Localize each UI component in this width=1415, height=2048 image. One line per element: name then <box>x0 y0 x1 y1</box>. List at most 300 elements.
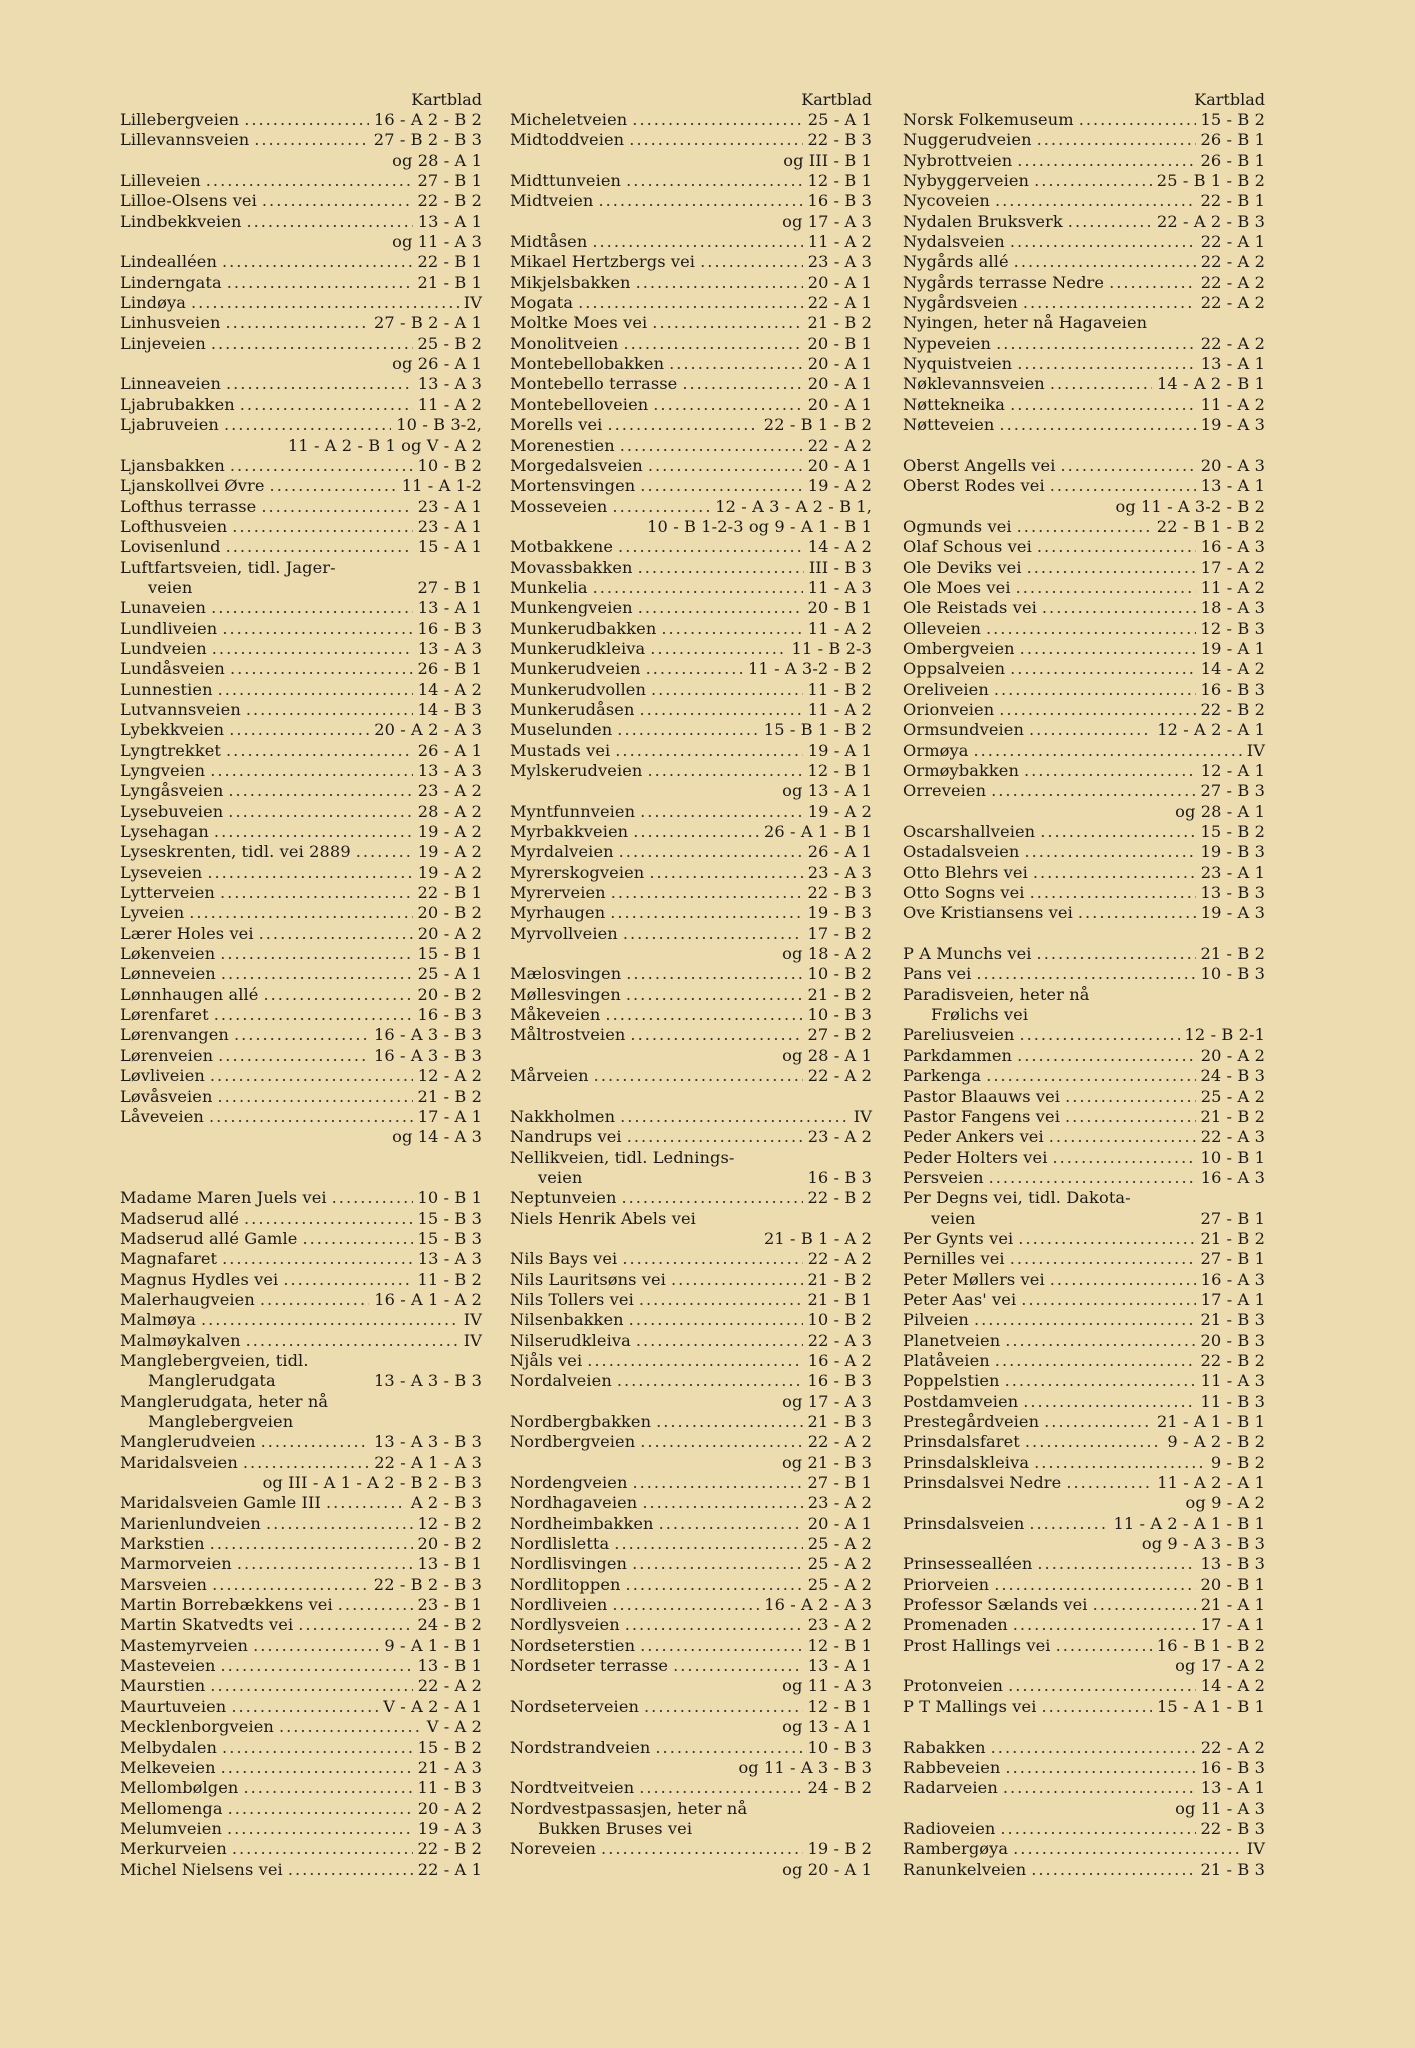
map-reference: 14 - A 2 <box>1200 1676 1265 1696</box>
dot-leader <box>601 1839 802 1859</box>
street-name: Pastor Blaauws vei <box>903 1086 1061 1106</box>
dot-leader <box>261 1432 369 1452</box>
index-entry <box>510 1717 872 1737</box>
index-entry <box>510 822 872 842</box>
map-reference: 19 - A 3 <box>417 1818 482 1838</box>
map-reference: 13 - A 1 <box>417 211 482 231</box>
index-entry <box>903 293 1265 313</box>
index-entry <box>120 1290 482 1310</box>
map-reference: 9 - A 1 - B 1 <box>384 1635 482 1655</box>
dot-leader <box>655 1738 802 1758</box>
index-entry <box>903 842 1265 862</box>
map-reference: 14 - A 2 <box>1200 659 1265 679</box>
index-entry <box>903 1676 1265 1696</box>
map-reference: 17 - A 1 <box>1200 1615 1265 1635</box>
dot-leader <box>270 476 397 496</box>
street-name: Peder Holters vei <box>903 1147 1048 1167</box>
map-reference: 21 - B 3 <box>1200 1859 1265 1879</box>
street-name: Lærer Holes vei <box>120 923 254 943</box>
street-name: Lofthusveien <box>120 516 228 536</box>
street-name: Radioveien <box>903 1818 996 1838</box>
map-reference: 23 - A 1 <box>417 516 482 536</box>
dot-leader <box>230 456 413 476</box>
street-name: Linneaveien <box>120 374 222 394</box>
index-entry <box>510 232 872 252</box>
index-entry <box>903 1860 1265 1880</box>
dot-leader <box>623 334 802 354</box>
street-name: Peter Aas' vei <box>903 1289 1017 1309</box>
index-entry <box>903 1025 1265 1045</box>
dot-leader <box>610 903 802 923</box>
street-name: Midtveien <box>510 191 594 211</box>
street-name: Prost Hallings vei <box>903 1635 1051 1655</box>
street-name: Lyveien <box>120 903 185 923</box>
map-reference: 22 - A 1 <box>1200 232 1265 252</box>
street-name: Mustads vei <box>510 740 611 760</box>
street-name: Malmøykalven <box>120 1330 241 1350</box>
dot-leader <box>338 1595 413 1615</box>
index-entry <box>510 720 872 740</box>
index-entry <box>510 1839 872 1859</box>
street-name: Lønneveien <box>120 964 216 984</box>
dot-leader <box>206 171 413 191</box>
index-entry <box>903 1310 1265 1330</box>
street-name: Rabakken <box>903 1737 986 1757</box>
index-entry <box>120 1025 482 1045</box>
street-name: Morgedalsveien <box>510 455 643 475</box>
dot-leader <box>632 1473 802 1493</box>
entry-list <box>510 110 872 1880</box>
map-reference: 25 - A 1 <box>807 110 872 129</box>
map-reference: 13 - A 3 <box>417 761 482 780</box>
dot-leader <box>646 659 743 679</box>
index-entry <box>903 558 1265 578</box>
index-entry <box>120 334 482 354</box>
map-reference: 16 - A 3 <box>1200 537 1265 557</box>
map-reference: 20 - A 2 <box>1200 1045 1265 1065</box>
street-name: Lyngveien <box>120 761 206 780</box>
index-entry <box>903 1738 1265 1758</box>
map-reference: 21 - A 1 <box>1200 1595 1265 1615</box>
street-name: Postdamveien <box>903 1391 1019 1411</box>
map-reference: 16 - A 2 <box>807 1350 872 1370</box>
index-entry <box>903 395 1265 415</box>
dot-leader <box>636 1331 803 1351</box>
street-name: Lundveien <box>120 638 207 658</box>
map-reference: 12 - B 1 <box>807 761 872 780</box>
street-name: Lutvannsveien <box>120 699 241 719</box>
dot-leader <box>221 964 413 984</box>
dot-leader <box>638 558 804 578</box>
street-name: Nydalsveien <box>903 232 1005 252</box>
dot-leader <box>214 822 413 842</box>
index-entry <box>510 374 872 394</box>
map-reference: 21 - B 2 <box>1200 1106 1265 1126</box>
map-reference: 22 - A 2 <box>807 1249 872 1269</box>
street-name: Ljabrubakken <box>120 394 235 414</box>
map-reference: 22 - A 2 <box>1200 272 1265 292</box>
index-entry <box>510 741 872 761</box>
map-reference: 22 - B 2 <box>807 1188 872 1208</box>
map-reference: 11 - B 2 <box>807 679 872 699</box>
dot-leader <box>1049 1127 1196 1147</box>
index-entry <box>120 802 482 822</box>
map-reference: 22 - A 2 <box>807 435 872 455</box>
index-entry <box>510 1046 872 1066</box>
dot-leader <box>644 1697 802 1717</box>
index-entry <box>903 964 1265 984</box>
dot-leader <box>1018 1229 1195 1249</box>
index-entry <box>903 130 1265 150</box>
dot-leader <box>1020 639 1196 659</box>
map-reference: og 9 - A 2 <box>1185 1493 1265 1513</box>
dot-leader <box>617 1371 803 1391</box>
map-reference: 20 - A 1 <box>807 272 872 292</box>
street-name: Nygårdsveien <box>903 293 1018 313</box>
street-name: Nils Tollers vei <box>510 1289 634 1309</box>
index-entry <box>510 436 872 456</box>
dot-leader <box>1014 252 1196 272</box>
street-name: Maridalsveien <box>120 1452 238 1472</box>
map-reference: og 20 - A 1 <box>782 1859 872 1879</box>
dot-leader <box>332 1188 413 1208</box>
street-name: Lilloe-Olsens vei <box>120 191 257 211</box>
map-reference: 10 - B 3 <box>807 1005 872 1025</box>
street-name: Orionveien <box>903 699 995 719</box>
index-entry <box>903 1697 1265 1717</box>
street-name: Nandrups vei <box>510 1127 622 1147</box>
street-name: Mårveien <box>510 1066 589 1086</box>
map-reference: III - B 3 <box>808 557 872 577</box>
map-reference: 14 - A 2 <box>417 679 482 699</box>
street-name: Prinsdalsvei Nedre <box>903 1473 1062 1493</box>
index-entry <box>510 1392 872 1412</box>
index-entry <box>510 842 872 862</box>
index-entry <box>120 659 482 679</box>
map-reference: 11 - A 2 <box>807 232 872 252</box>
dot-leader <box>227 1819 413 1839</box>
index-entry <box>120 1819 482 1839</box>
street-name: Otto Sogns vei <box>903 883 1025 903</box>
street-name: Ole Deviks vei <box>903 557 1022 577</box>
dot-leader <box>620 1107 849 1127</box>
index-entry <box>120 191 482 211</box>
index-entry <box>903 1778 1265 1798</box>
index-entry <box>510 1778 872 1798</box>
map-reference: 15 - B 1 <box>417 944 482 964</box>
map-reference: 19 - A 3 <box>1200 903 1265 923</box>
dot-leader <box>640 476 802 496</box>
index-entry <box>903 1656 1265 1676</box>
index-entry <box>120 252 482 272</box>
index-entry <box>903 639 1265 659</box>
index-entry <box>903 1554 1265 1574</box>
index-entry <box>120 415 482 435</box>
index-entry <box>903 1249 1265 1269</box>
dot-leader <box>974 741 1242 761</box>
street-name: Pernilles vei <box>903 1249 1005 1269</box>
map-reference: 13 - A 1 <box>417 598 482 618</box>
street-name: Maurtuveien <box>120 1696 227 1716</box>
dot-leader <box>201 1310 459 1330</box>
street-name: Nycoveien <box>903 191 990 211</box>
street-name: Madserud allé <box>120 1208 240 1228</box>
index-entry <box>903 619 1265 639</box>
map-reference: 22 - A 2 <box>807 1066 872 1086</box>
map-reference: V - A 2 <box>426 1717 482 1737</box>
index-entry <box>903 1493 1265 1513</box>
street-name: Nordliveien <box>510 1595 608 1615</box>
index-entry <box>120 537 482 557</box>
dot-leader <box>976 964 1195 984</box>
street-name: Marmorveien <box>120 1554 232 1574</box>
map-reference: 10 - B 1 <box>1200 1147 1265 1167</box>
street-name: Montebelloveien <box>510 394 649 414</box>
street-name: Oreliveien <box>903 679 989 699</box>
map-reference: 12 - A 3 - A 2 - B 1, <box>715 496 872 516</box>
map-reference: 25 - A 2 <box>1200 1086 1265 1106</box>
map-reference: 20 - A 2 <box>417 923 482 943</box>
street-name: Mikjelsbakken <box>510 272 631 292</box>
map-reference: 14 - A 2 - B 1 <box>1157 374 1265 394</box>
street-name: Lofthus terrasse <box>120 496 257 516</box>
dot-leader <box>999 700 1195 720</box>
map-reference: 26 - A 1 <box>417 740 482 760</box>
map-reference: 17 - B 2 <box>807 923 872 943</box>
index-entry <box>510 863 872 883</box>
map-reference: 15 - B 2 <box>1200 822 1265 842</box>
dot-leader <box>1034 171 1152 191</box>
dot-leader <box>1029 720 1152 740</box>
dot-leader <box>226 313 369 333</box>
street-name: Ole Reistads vei <box>903 598 1037 618</box>
map-reference: og 11 - A 3 <box>1175 1798 1265 1818</box>
street-name: Mastemyrveien <box>120 1635 249 1655</box>
map-reference: 11 - A 2 <box>807 699 872 719</box>
index-entry <box>903 1209 1265 1229</box>
dot-leader <box>639 1290 803 1310</box>
map-reference: 19 - A 2 <box>417 862 482 882</box>
index-entry <box>510 1351 872 1371</box>
map-reference: 12 - B 2 <box>417 1513 482 1533</box>
street-name: Magnafaret <box>120 1249 218 1269</box>
street-name: Ole Moes vei <box>903 577 1011 597</box>
dot-leader <box>700 252 803 272</box>
map-reference: 16 - B 3 <box>807 191 872 211</box>
street-name: Prestegårdveien <box>903 1412 1040 1431</box>
map-reference: 10 - B 1 <box>417 1188 482 1208</box>
map-reference: 26 - B 1 <box>417 659 482 679</box>
map-reference: 25 - A 1 <box>417 964 482 984</box>
map-reference: 17 - A 2 <box>1200 557 1265 577</box>
dot-leader <box>629 130 802 150</box>
map-reference: 27 - B 2 - B 3 <box>373 130 482 150</box>
street-name: Platåveien <box>903 1350 990 1370</box>
dot-leader <box>1037 130 1196 150</box>
index-entry <box>903 436 1265 456</box>
street-name: Prinsdalskleiva <box>903 1452 1030 1472</box>
map-reference: 16 - A 3 - B 3 <box>374 1045 482 1065</box>
map-reference: 13 - A 1 <box>1200 1778 1265 1798</box>
index-entry <box>120 985 482 1005</box>
index-entry <box>120 842 482 862</box>
index-entry <box>120 1575 482 1595</box>
index-entry <box>120 1860 482 1880</box>
street-name: Noreveien <box>510 1839 597 1859</box>
map-reference: 23 - A 1 <box>417 496 482 516</box>
index-entry <box>510 903 872 923</box>
map-reference: 22 - A 2 <box>1200 252 1265 272</box>
index-entry <box>510 558 872 578</box>
index-entry <box>120 1738 482 1758</box>
index-entry <box>903 1087 1265 1107</box>
dot-leader <box>593 578 803 598</box>
street-name: Morells vei <box>510 415 603 435</box>
index-entry <box>120 1249 482 1269</box>
street-name: Manglerudgata, heter nå <box>120 1391 329 1411</box>
dot-leader <box>1005 1371 1196 1391</box>
dot-leader <box>230 659 413 679</box>
index-entry <box>903 1046 1265 1066</box>
dot-leader <box>1023 1392 1195 1412</box>
street-name: Løkenveien <box>120 944 216 964</box>
map-reference: 20 - B 1 <box>807 598 872 618</box>
index-entry <box>120 558 482 578</box>
dot-leader <box>640 1636 802 1656</box>
map-reference: 19 - B 2 <box>807 1839 872 1859</box>
street-name: Ogmunds vei <box>903 516 1012 536</box>
map-reference: 26 - B 1 <box>1200 150 1265 170</box>
index-entry <box>903 1453 1265 1473</box>
street-name: Lyngtrekket <box>120 740 222 760</box>
map-reference: 11 - B 3 <box>417 1778 482 1798</box>
index-entry <box>510 293 872 313</box>
dot-leader <box>228 781 412 801</box>
map-reference: 27 - B 1 <box>1200 1249 1265 1269</box>
dot-leader <box>619 842 803 862</box>
index-column-1 <box>120 90 482 1880</box>
street-name: Linjeveien <box>120 333 206 353</box>
street-name: Mylskerudveien <box>510 761 643 780</box>
index-entry <box>510 212 872 232</box>
street-name: Promenaden <box>903 1615 1008 1635</box>
dot-leader <box>1044 1412 1152 1432</box>
index-entry <box>903 578 1265 598</box>
map-reference: IV <box>1246 1839 1265 1859</box>
index-entry <box>120 476 482 496</box>
dot-leader <box>626 171 802 191</box>
street-name: Manglebergveien, tidl. <box>120 1350 309 1370</box>
dot-leader <box>224 415 391 435</box>
street-name: Mogata <box>510 293 574 313</box>
dot-leader <box>994 1575 1195 1595</box>
map-reference: 22 - B 1 <box>1200 191 1265 211</box>
street-name: Oscarshallveien <box>903 822 1036 842</box>
street-name: Orreveien <box>903 781 987 801</box>
dot-leader <box>1065 1087 1196 1107</box>
street-name: Planetveien <box>903 1330 1001 1350</box>
street-name: Montebellobakken <box>510 354 665 374</box>
index-entry <box>903 171 1265 191</box>
map-reference: 11 - A 2 <box>1200 394 1265 414</box>
index-entry <box>903 1005 1265 1025</box>
map-reference: 22 - B 2 <box>417 191 482 211</box>
map-reference: 27 - B 2 <box>807 1025 872 1045</box>
map-reference: 16 - A 3 <box>1200 1167 1265 1187</box>
street-name: Nyquistveien <box>903 354 1013 374</box>
index-entry <box>903 1290 1265 1310</box>
map-reference: 19 - A 2 <box>807 476 872 496</box>
index-entry <box>510 1799 872 1819</box>
dot-leader <box>592 232 802 252</box>
map-reference: 10 - B 3 <box>807 1737 872 1757</box>
dot-leader <box>1078 903 1196 923</box>
map-reference: 10 - B 2 <box>807 964 872 984</box>
dot-leader <box>989 1168 1196 1188</box>
map-reference: 20 - A 1 <box>807 1513 872 1533</box>
index-entry <box>510 1493 872 1513</box>
street-name: Ostadalsveien <box>903 842 1020 862</box>
dot-leader <box>227 273 413 293</box>
dot-leader <box>1017 151 1195 171</box>
dot-leader <box>652 313 802 333</box>
dot-leader <box>656 1412 802 1432</box>
street-name: Njåls vei <box>510 1350 583 1370</box>
map-reference: 22 - B 3 <box>807 130 872 150</box>
map-reference: 16 - B 3 <box>1200 1757 1265 1777</box>
map-reference: 22 - A 2 <box>417 1676 482 1696</box>
dot-leader <box>288 1860 413 1880</box>
dot-leader <box>1065 1107 1196 1127</box>
index-entry <box>903 985 1265 1005</box>
map-reference: 23 - A 3 <box>807 252 872 272</box>
map-reference: 15 - A 1 <box>417 537 482 557</box>
map-reference: 11 - A 3 <box>807 577 872 597</box>
street-name: Malerhaugveien <box>120 1289 255 1309</box>
dot-leader <box>211 598 413 618</box>
street-name: Pilveien <box>903 1310 969 1330</box>
index-entry <box>510 252 872 272</box>
index-entry <box>510 1860 872 1880</box>
map-reference: 13 - B 3 <box>1200 883 1265 903</box>
street-name: Pastor Fangens vei <box>903 1106 1060 1126</box>
dot-leader <box>594 1066 803 1086</box>
dot-leader <box>226 537 413 557</box>
street-name: Løvåsveien <box>120 1086 213 1106</box>
street-name: Måkeveien <box>510 1005 601 1025</box>
index-entry <box>120 720 482 740</box>
dot-leader <box>623 924 803 944</box>
map-reference: IV <box>853 1106 872 1126</box>
street-name: Mecklenborgveien <box>120 1717 274 1737</box>
street-name: Nygårds terrasse Nedre <box>903 272 1105 292</box>
map-reference: 23 - A 2 <box>807 1615 872 1635</box>
dot-leader <box>682 374 802 394</box>
index-entry <box>903 1351 1265 1371</box>
dot-leader <box>220 944 412 964</box>
index-entry <box>903 212 1265 232</box>
index-entry <box>120 1209 482 1229</box>
street-name: Manglerudveien <box>120 1432 256 1452</box>
index-entry <box>903 232 1265 252</box>
map-reference: 16 - A 2 - A 3 <box>764 1595 872 1615</box>
street-name: Neptunveien <box>510 1188 617 1208</box>
street-name: veien <box>538 1167 583 1187</box>
street-name: Madame Maren Juels vei <box>120 1188 327 1208</box>
dot-leader <box>642 1493 802 1513</box>
street-name: Parkenga <box>903 1066 982 1086</box>
map-reference: 23 - A 2 <box>417 781 482 801</box>
